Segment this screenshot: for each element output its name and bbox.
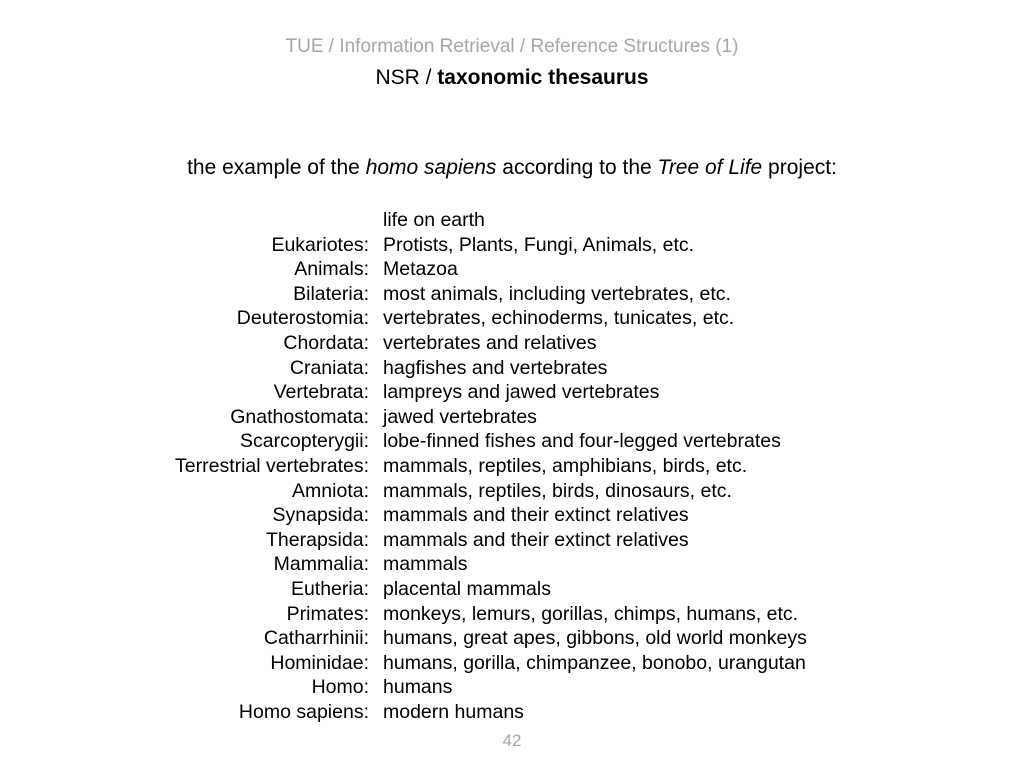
taxonomy-description: most animals, including vertebrates, etc. xyxy=(383,282,731,305)
taxonomy-row xyxy=(0,380,1024,405)
taxonomy-row xyxy=(0,602,1024,627)
taxonomy-description: Protists, Plants, Fungi, Animals, etc. xyxy=(383,233,695,256)
taxonomy-term: Catharrhinii: xyxy=(263,627,369,650)
taxonomy-term: Scarcopterygii: xyxy=(240,430,369,453)
taxonomy-description: hagfishes and vertebrates xyxy=(383,356,608,379)
taxonomy-term: Bilateria: xyxy=(293,282,369,305)
intro-sentence xyxy=(0,155,1024,181)
taxonomy-description: jawed vertebrates xyxy=(383,405,537,428)
taxonomy-term: Eukariotes: xyxy=(271,233,369,256)
taxonomy-description: modern humans xyxy=(383,700,524,723)
taxonomy-term: Gnathostomata: xyxy=(230,405,369,428)
taxonomy-term: Mammalia: xyxy=(273,553,369,576)
taxonomy-row xyxy=(0,429,1024,454)
taxonomy-term: Synapsida: xyxy=(272,504,369,527)
taxonomy-row xyxy=(0,405,1024,430)
breadcrumb: TUE / Information Retrieval / Reference Structures (1) xyxy=(285,36,739,57)
taxonomy-row xyxy=(0,331,1024,356)
taxonomy-description: placental mammals xyxy=(383,577,551,600)
taxonomy-term: Amniota: xyxy=(292,479,369,502)
taxonomy-description: lobe-finned fishes and four-legged vertebrates xyxy=(383,430,781,453)
taxonomy-row xyxy=(0,651,1024,676)
taxonomy-description: mammals and their extinct relatives xyxy=(383,528,689,551)
taxonomy-term: Primates: xyxy=(286,602,369,625)
page-number: 42 xyxy=(502,731,522,750)
taxonomy-term: Homo sapiens: xyxy=(238,700,369,723)
taxonomy-term: Homo: xyxy=(311,676,369,699)
taxonomy-description: mammals, reptiles, amphibians, birds, etc. xyxy=(383,454,748,477)
taxonomy-term: Craniata: xyxy=(289,356,369,379)
taxonomy-term: Deuterostomia: xyxy=(236,307,369,330)
taxonomy-row xyxy=(0,208,1024,233)
taxonomy-row xyxy=(0,306,1024,331)
intro-text-2: according to the xyxy=(496,156,658,179)
taxonomy-row xyxy=(0,626,1024,651)
taxonomy-description: monkeys, lemurs, gorillas, chimps, humans, etc. xyxy=(383,602,799,625)
taxonomy-row xyxy=(0,577,1024,602)
taxonomy-description: life on earth xyxy=(383,209,485,231)
taxonomy-description: Metazoa xyxy=(383,258,458,281)
taxonomy-description: humans, gorilla, chimpanzee, bonobo, urangutan xyxy=(383,651,806,674)
intro-italic-tree-of-life: Tree of Life xyxy=(657,156,763,179)
taxonomy-description: mammals and their extinct relatives xyxy=(383,504,689,527)
slide-title-prefix: NSR / xyxy=(375,66,438,89)
taxonomy-description: humans xyxy=(383,676,453,699)
taxonomy-term: Eutheria: xyxy=(290,577,369,600)
taxonomy-row xyxy=(0,503,1024,528)
taxonomy-row xyxy=(0,356,1024,381)
taxonomy-description: lampreys and jawed vertebrates xyxy=(383,381,660,404)
taxonomy-description: mammals xyxy=(383,553,468,576)
taxonomy-row xyxy=(0,700,1024,725)
taxonomy-description: humans, great apes, gibbons, old world monkeys xyxy=(383,627,807,650)
taxonomy-term: Chordata: xyxy=(283,331,369,354)
taxonomy-term: Animals: xyxy=(294,258,369,281)
intro-text-1: the example of the xyxy=(187,156,366,179)
taxonomy-term: Hominidae: xyxy=(270,651,369,674)
taxonomy-row xyxy=(0,675,1024,700)
taxonomy-description: vertebrates and relatives xyxy=(383,331,597,354)
intro-text-3: project: xyxy=(762,156,837,179)
taxonomy-description: mammals, reptiles, birds, dinosaurs, etc. xyxy=(383,479,732,502)
intro-italic-homo-sapiens: homo sapiens xyxy=(365,156,497,179)
taxonomy-row xyxy=(0,282,1024,307)
taxonomy-row xyxy=(0,454,1024,479)
taxonomy-row xyxy=(0,233,1024,258)
taxonomy-row xyxy=(0,479,1024,504)
taxonomy-term: Therapsida: xyxy=(266,528,369,551)
slide-title xyxy=(0,66,1024,90)
slide-title-bold: taxonomic thesaurus xyxy=(437,66,649,89)
taxonomy-row xyxy=(0,257,1024,282)
taxonomy-term: Terrestrial vertebrates: xyxy=(175,454,369,477)
taxonomy-description: vertebrates, echinoderms, tunicates, etc. xyxy=(383,307,735,330)
taxonomy-row xyxy=(0,528,1024,553)
taxonomy-term: Vertebrata: xyxy=(273,381,369,404)
taxonomy-row xyxy=(0,552,1024,577)
taxonomy-list xyxy=(0,208,1024,724)
